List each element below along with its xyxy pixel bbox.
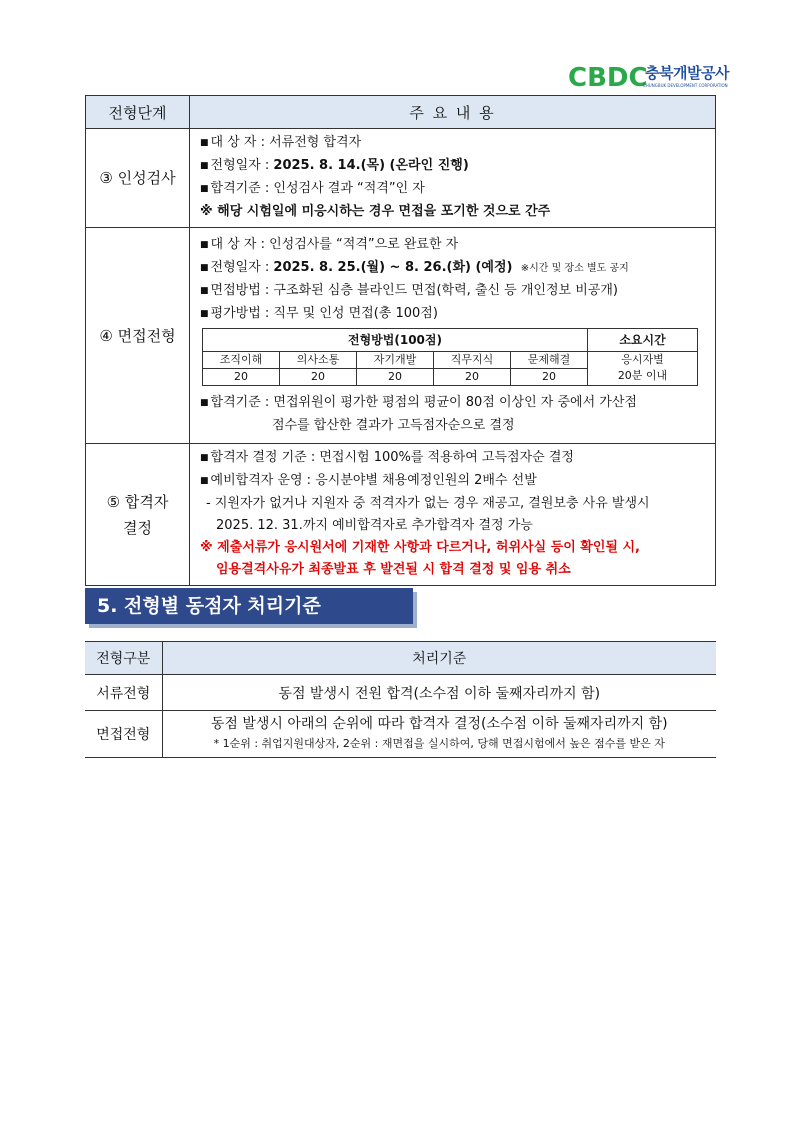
- table-row: [85, 711, 716, 758]
- row-interview: [86, 228, 716, 444]
- decision-warning-2: 임용결격사유가 최종발표 후 발견될 시 합격 결정 및 임용 취소: [216, 562, 571, 577]
- content-interview: [190, 228, 716, 444]
- interview-target: ■ 대 상 자 : 인성검사를 “적격”으로 완료한 자: [200, 234, 709, 257]
- inner-item: 문제해결: [511, 351, 588, 368]
- stage-aptitude: ③ 인성검사: [86, 129, 190, 228]
- aptitude-date-value: 2025. 8. 14.(목) (온라인 진행): [273, 158, 469, 173]
- tie-kind: 면접전형: [85, 711, 162, 758]
- row-decision: [86, 444, 716, 586]
- decision-warning-1: ※ 제출서류가 응시원서에 기재한 사항과 다르거나, 허위사실 등이 확인될 시,: [200, 540, 640, 555]
- aptitude-date: [200, 155, 709, 178]
- interview-date-value: 2025. 8. 25.(월) ~ 8. 26.(화) (예정): [273, 259, 513, 275]
- content-aptitude: [190, 129, 716, 228]
- interview-criteria-1: ■ 합격기준 : 면접위원이 평가한 평점의 평균이 80점 이상인 자 중에서 가산점: [200, 392, 709, 415]
- decision-line-2: ■ 예비합격자 운영 : 응시분야별 채용예정인원의 2배수 선발: [200, 470, 709, 493]
- tie-header-row: [85, 642, 716, 675]
- tie-header-rule: 처리기준: [162, 642, 716, 675]
- content-decision: [190, 444, 716, 586]
- inner-score: 20: [203, 368, 280, 385]
- stage-decision-2: 결정: [123, 518, 152, 537]
- stage-decision-1: ⑤ 합격자: [106, 492, 169, 511]
- tie-note: * 1순위 : 취업지원대상자, 2순위 : 재면접을 실시하여, 당해 면접시험에서 높은 점수를 받은 자: [213, 737, 665, 750]
- tie-rule: 동점 발생시 아래의 순위에 따라 합격자 결정(소수점 이하 둘째자리까지 함): [210, 716, 668, 732]
- inner-time-value: [588, 351, 698, 385]
- table-header-row: [86, 96, 716, 129]
- decision-line-3: - 지원자가 없거나 지원자 중 적격자가 없는 경우 재공고, 결원보충 사유 발생시: [206, 496, 650, 511]
- inner-score: 20: [280, 368, 357, 385]
- stage-interview: ④ 면접전형: [86, 228, 190, 444]
- inner-item: 의사소통: [280, 351, 357, 368]
- aptitude-target: ■ 대 상 자 : 서류전형 합격자: [200, 132, 709, 155]
- inner-score: 20: [511, 368, 588, 385]
- table-row: [85, 675, 716, 711]
- interview-date: [200, 257, 709, 280]
- inner-item: 조직이해: [203, 351, 280, 368]
- inner-time-value-2: 20분 이내: [617, 369, 668, 382]
- interview-criteria-2: 점수를 합산한 결과가 고득점자순으로 결정: [272, 417, 515, 433]
- inner-item: 직무지식: [434, 351, 511, 368]
- aptitude-date-label: 전형일자 :: [210, 158, 274, 173]
- header-stage: 전형단계: [86, 96, 190, 129]
- section-title: 5. 전형별 동점자 처리기준: [85, 588, 413, 624]
- aptitude-criteria: ■ 합격기준 : 인성검사 결과 “적격”인 자: [200, 178, 709, 201]
- header-content: 주 요 내 용: [190, 96, 716, 129]
- inner-score: 20: [434, 368, 511, 385]
- logo-name: 충북개발공사: [645, 64, 729, 82]
- tie-rule: 동점 발생시 전원 합격(소수점 이하 둘째자리까지 함): [162, 675, 716, 711]
- logo-letters: CBDC: [568, 63, 648, 93]
- inner-method-header: 전형방법(100점): [203, 328, 588, 351]
- decision-line-4: 2025. 12. 31.까지 예비합격자로 추가합격자 결정 가능: [216, 518, 533, 533]
- inner-score: 20: [357, 368, 434, 385]
- interview-method: ■ 면접방법 : 구조화된 심층 블라인드 면접(학력, 출신 등 개인정보 비공개): [200, 280, 709, 303]
- logo-subtitle: CHUNGBUK DEVELOPMENT CORPORATION: [643, 83, 728, 88]
- decision-line-1: ■ 합격자 결정 기준 : 면접시험 100%를 적용하여 고득점자순 결정: [200, 447, 709, 470]
- aptitude-warning: ※ 해당 시험일에 미응시하는 경우 면접을 포기한 것으로 간주: [200, 204, 551, 219]
- tie-rule-cell: [162, 711, 716, 758]
- inner-item: 자기개발: [357, 351, 434, 368]
- row-aptitude-test: [86, 129, 716, 228]
- interview-date-label: 전형일자 :: [210, 259, 274, 275]
- inner-time-value-1: 응시자별: [621, 353, 664, 366]
- tie-kind: 서류전형: [85, 675, 162, 711]
- stage-decision: [86, 444, 190, 586]
- selection-stage-table: [85, 95, 716, 586]
- tie-break-table: [85, 641, 716, 758]
- tie-header-kind: 전형구분: [85, 642, 162, 675]
- interview-date-note: ※시간 및 장소 별도 공지: [520, 262, 629, 274]
- interview-score-table: [202, 328, 698, 386]
- interview-evaluation: ■ 평가방법 : 직무 및 인성 면접(총 100점): [200, 303, 709, 326]
- inner-time-header: 소요시간: [588, 328, 698, 351]
